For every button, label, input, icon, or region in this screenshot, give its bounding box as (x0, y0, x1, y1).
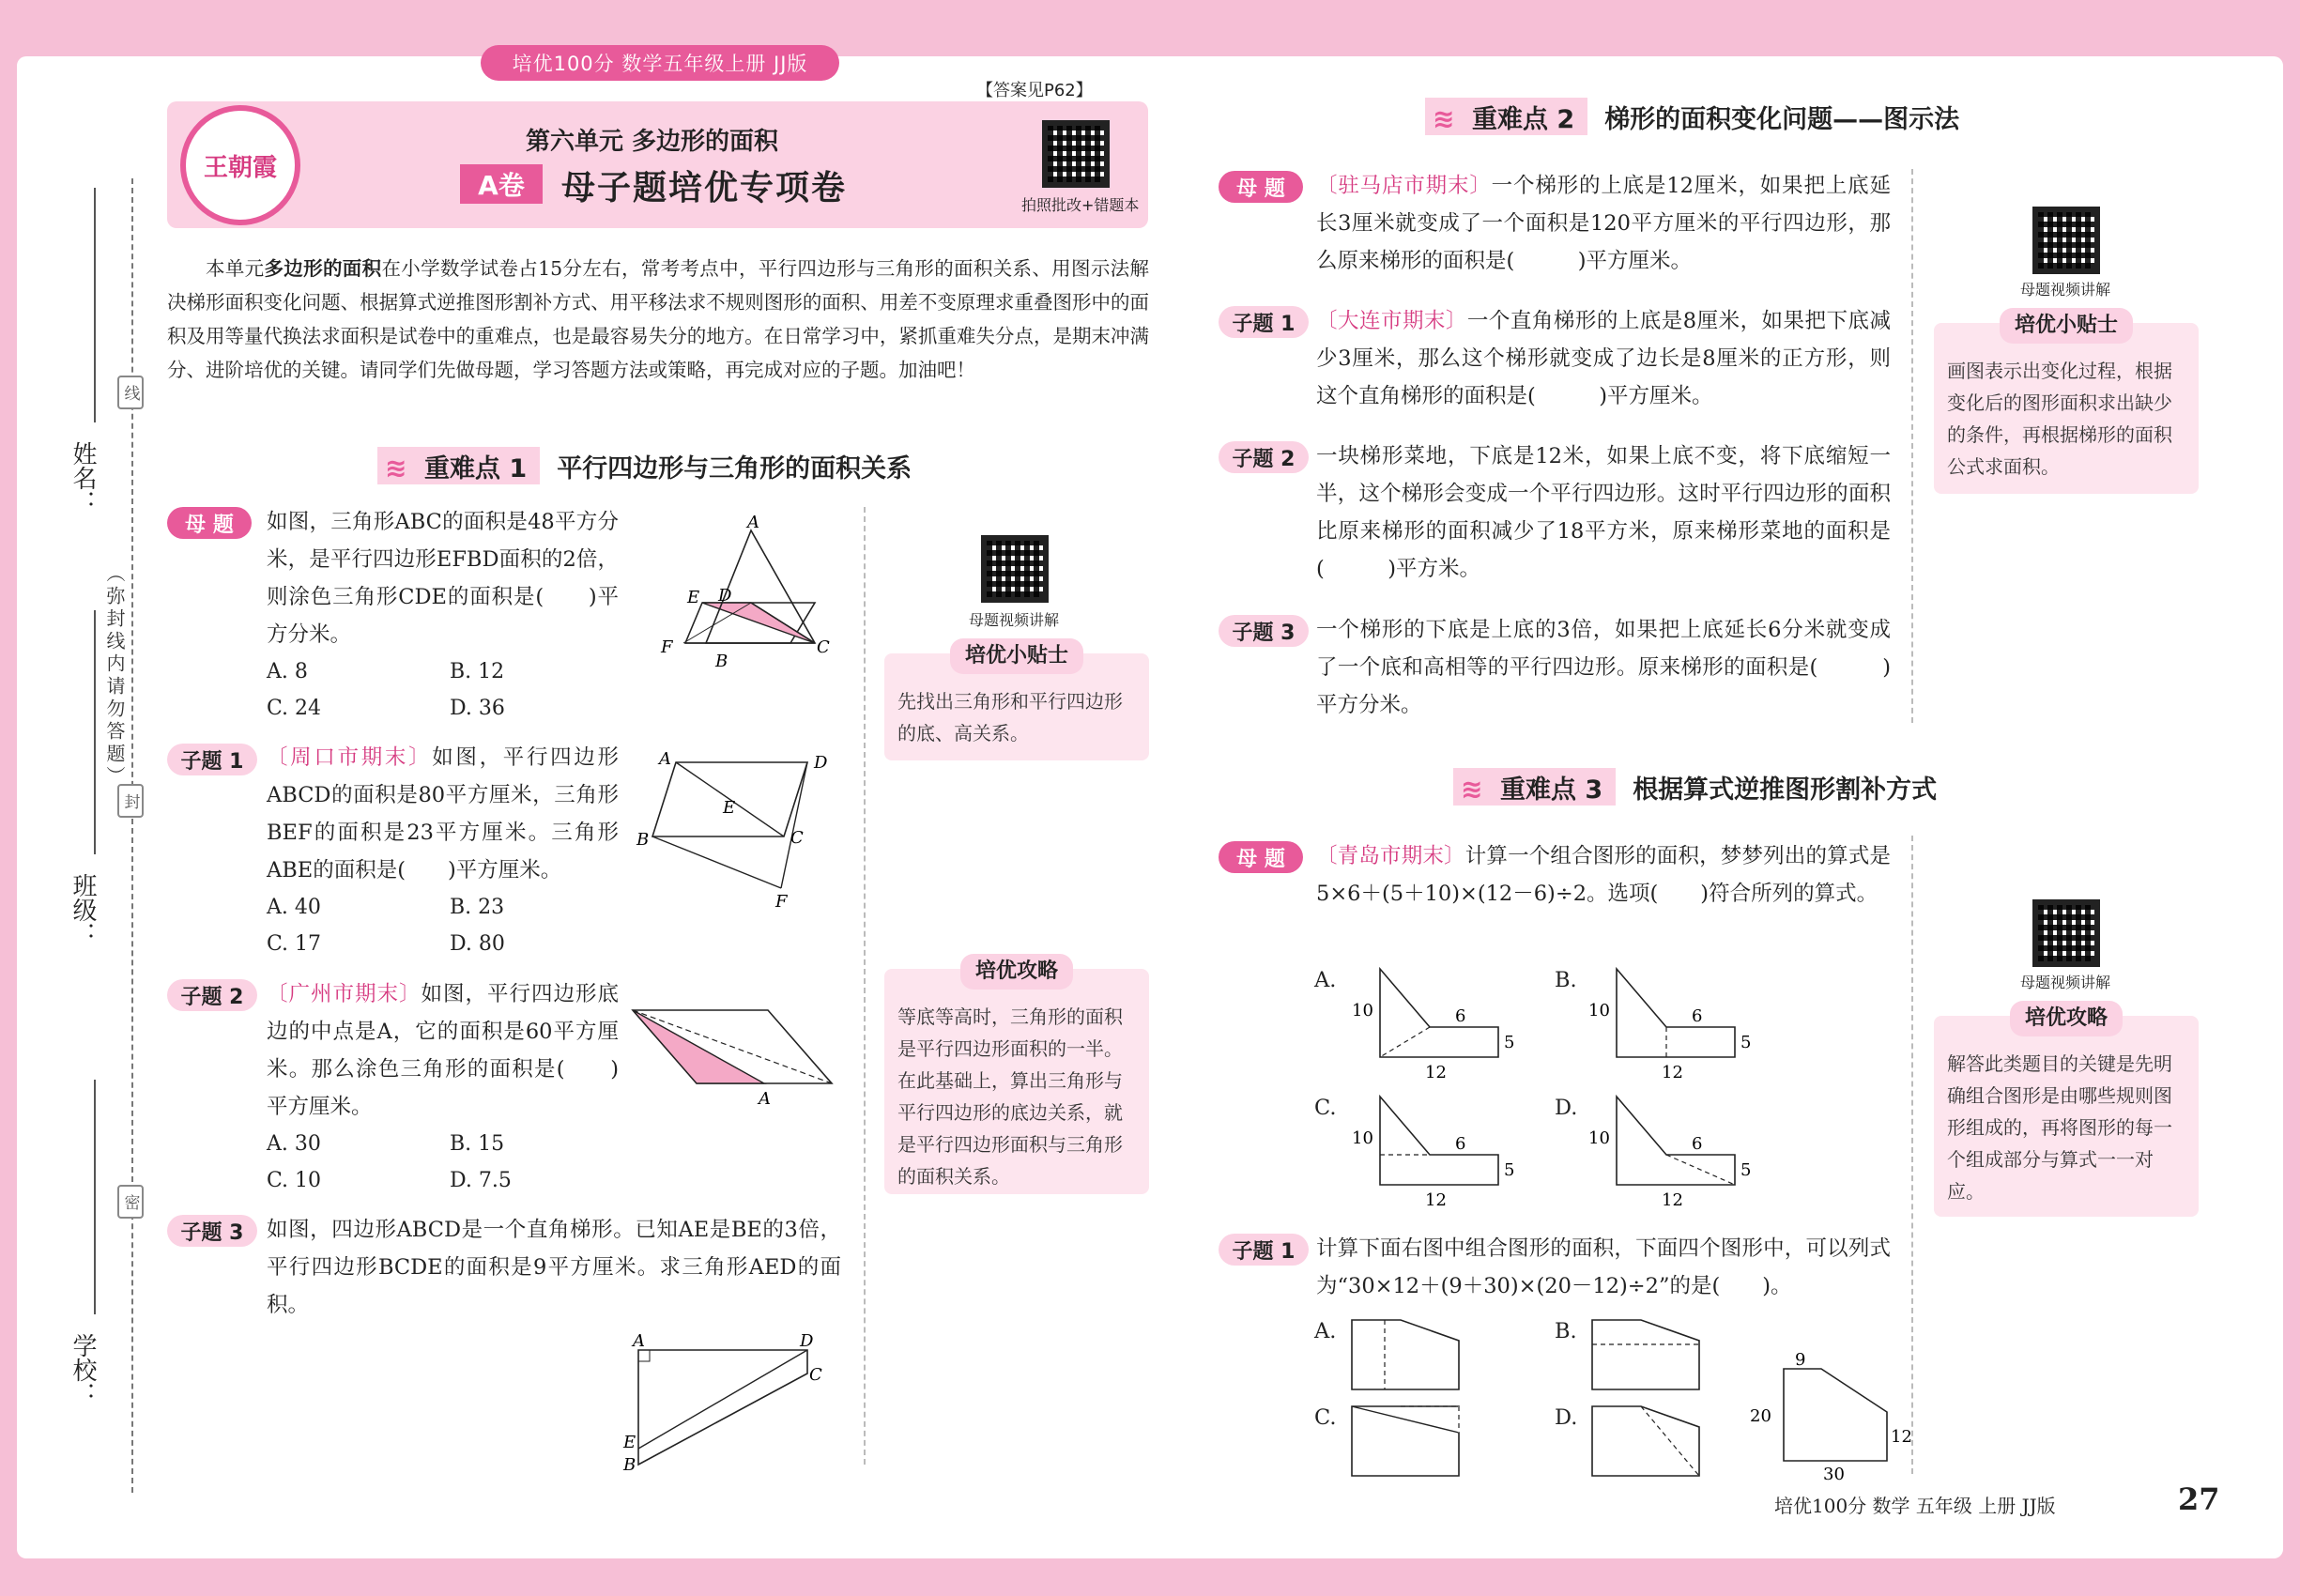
tip-body: 等底等高时，三角形的面积是平行四边形面积的一半。在此基础上，算出三角形与平行四边形的底边关系，就是平行四边形面积与三角形的面积关系。 (897, 1005, 1123, 1188)
svg-text:E: E (623, 1433, 636, 1452)
section-1-title: 平行四边形与三角形的面积关系 (557, 453, 912, 483)
option-label[interactable]: D. (1555, 1405, 1578, 1430)
s3-child1-text: 计算下面右图中组合图形的面积，下面四个图形中，可以列式为“30×12＋(9＋30)×(20－12)÷2”的是( )。 (1316, 1236, 1891, 1298)
section-2-heading (1425, 98, 1959, 135)
svg-text:E: E (723, 798, 736, 818)
svg-text:A: A (659, 749, 671, 769)
option[interactable]: A. 30 (267, 1132, 321, 1156)
qr-code-icon[interactable] (2032, 207, 2100, 274)
option[interactable]: D. 7.5 (450, 1169, 512, 1192)
s1-child1-text: 〔周口市期末〕如图，平行四边形ABCD的面积是80平方厘米，三角形BEF的面积是23平方厘米。三角形ABE的面积是( )平方厘米。 (267, 745, 619, 882)
mother-tag: 母 题 (1219, 171, 1303, 203)
svg-text:12: 12 (1425, 1063, 1447, 1082)
child-2-tag: 子题 2 (1219, 441, 1309, 473)
option[interactable]: C. 24 (267, 697, 322, 720)
footer-series: 培优100分 数学 五年级 上册 JJ版 (1774, 1495, 2056, 1517)
svg-text:10: 10 (1352, 1128, 1373, 1148)
svg-text:D: D (814, 753, 828, 773)
mother-tag: 母 题 (1219, 841, 1303, 873)
option[interactable]: A. 40 (267, 896, 321, 919)
qr-caption: 拍照批改+错题本 (1021, 196, 1140, 214)
name-label: 姓名： (69, 441, 97, 514)
tip-title: 培优攻略 (2010, 1001, 2123, 1036)
child-3-tag: 子题 3 (1219, 615, 1309, 647)
page-number: 27 (2178, 1481, 2220, 1517)
svg-text:12: 12 (1662, 1190, 1683, 1210)
child-3-tag: 子题 3 (167, 1215, 257, 1247)
s1-child2-options (267, 1126, 633, 1199)
option[interactable]: D. 36 (450, 697, 505, 720)
s1-child3-figure (620, 1331, 854, 1475)
school-label: 学校： (69, 1333, 97, 1406)
s1-mother-figure (648, 513, 836, 676)
tip-body: 解答此类题目的关键是先明确组合图形是由哪些规则图形组成的，再将图形的每一个组成部分与算式一一对应。 (1947, 1052, 2172, 1203)
section-1-heading (377, 447, 912, 484)
svg-text:5: 5 (1504, 1160, 1515, 1180)
tip-title: 培优小贴士 (950, 638, 1083, 674)
section-1-badge: ≋ 重难点 1 (377, 447, 540, 484)
s2-child2-text: 一块梯形菜地，下底是12米，如果上底不变，将下底缩短一半，这个梯形会变成一个平行四边形。这时平行四边形的面积比原来梯形的面积减少了18平方米，原来梯形菜地的面积是( )平方米。 (1316, 444, 1891, 581)
s1-child1-options (267, 889, 633, 962)
svg-text:F: F (661, 637, 673, 657)
tip-body: 画图表示出变化过程，根据变化后的图形面积求出缺少的条件，再根据梯形的面积公式求面积。 (1947, 360, 2172, 478)
qr-code-icon[interactable] (2032, 899, 2100, 967)
s1-tip-box (884, 644, 1149, 760)
class-label: 班级： (69, 873, 97, 946)
svg-text:20: 20 (1750, 1406, 1771, 1426)
qr-caption: 母题视频讲解 (969, 611, 1060, 629)
s3-strategy-box (1934, 1006, 2199, 1217)
option[interactable]: B. 12 (450, 660, 505, 683)
section-3-badge: ≋ 重难点 3 (1453, 768, 1616, 806)
svg-text:6: 6 (1455, 1006, 1466, 1026)
option-label[interactable]: C. (1314, 1096, 1337, 1120)
s3-child1-figure-b (1583, 1311, 1705, 1395)
svg-text:D: D (800, 1331, 814, 1351)
mark-line: 线 (117, 376, 144, 409)
name-blank (94, 188, 96, 422)
wave-icon: ≋ (1461, 774, 1483, 805)
s1-child1-figure (629, 747, 845, 912)
wave-icon: ≋ (1433, 103, 1455, 134)
svg-text:6: 6 (1455, 1134, 1466, 1154)
svg-text:E: E (687, 588, 700, 607)
option-label[interactable]: A. (1314, 1319, 1337, 1343)
section-2-badge: ≋ 重难点 2 (1425, 98, 1587, 135)
child-1-tag: 子题 1 (1219, 306, 1309, 338)
s3-mother-figure-a (1331, 959, 1519, 1082)
svg-text:12: 12 (1662, 1063, 1683, 1082)
juan-badge: A卷 (460, 164, 543, 204)
svg-text:B: B (715, 652, 728, 671)
svg-text:B: B (636, 830, 650, 850)
option-label[interactable]: B. (1555, 968, 1577, 992)
intro-paragraph: 本单元多边形的面积在小学数学试卷占15分左右，常考考点中，平行四边形与三角形的面积关系、用图示法解决梯形面积变化问题、根据算式逆推图形割补方式、用平移法求不规则图形的面积、用差不变原理求重叠图形中的面积及用等量代换法求面积是试卷中的重难点，也是最容易失分的地方。在日常学习中，紧抓重难失分点，是期末冲满分、进阶培优的关键。请同学们先做母题，学习答题方法或策略，再完成对应的子题。加油吧！ (167, 257, 1149, 381)
s3-child1-reference-figure (1746, 1350, 1912, 1484)
s2-tip-box (1934, 314, 2199, 494)
svg-text:A: A (747, 513, 759, 532)
svg-text:10: 10 (1588, 1001, 1610, 1021)
qr-caption: 母题视频讲解 (2020, 281, 2111, 299)
s2-mother-text: 〔驻马店市期末〕一个梯形的上底是12厘米，如果把上底延长3厘米就变成了一个面积是120平方厘米的平行四边形，那么原来梯形的面积是( )平方厘米。 (1316, 174, 1891, 273)
section-2-title: 梯形的面积变化问题——图示法 (1604, 104, 1960, 134)
svg-text:C: C (809, 1365, 822, 1385)
section-1-divider (864, 507, 866, 1465)
unit-title: 第六单元 多边形的面积 (526, 128, 779, 156)
s1-mother-text: 如图，三角形ABC的面积是48平方分米，是平行四边形EFBD面积的2倍，则涂色三角形CDE的面积是( )平方分米。 (267, 510, 619, 647)
svg-text:30: 30 (1823, 1465, 1845, 1484)
option[interactable]: B. 23 (450, 896, 505, 919)
s3-mother-text: 〔青岛市期末〕计算一个组合图形的面积，梦梦列出的算式是5×6＋(5＋10)×(12－6)÷2。选项( )符合所列的算式。 (1316, 844, 1891, 906)
svg-text:C: C (790, 828, 804, 848)
option-label[interactable]: A. (1314, 968, 1337, 992)
svg-text:10: 10 (1352, 1001, 1373, 1021)
s2-child3-text: 一个梯形的下底是上底的3倍，如果把上底延长6分米就变成了一个底和高相等的平行四边形。原来梯形的面积是( )平方分米。 (1316, 618, 1891, 717)
s1-child3-text: 如图，四边形ABCD是一个直角梯形。已知AE是BE的3倍，平行四边形BCDE的面积是9平方厘米。求三角形AED的面积。 (267, 1218, 841, 1317)
section-3-heading (1453, 768, 1937, 806)
section-2-divider (1911, 169, 1913, 723)
wave-icon: ≋ (385, 453, 407, 483)
svg-text:12: 12 (1425, 1190, 1447, 1210)
option[interactable]: C. 10 (267, 1169, 322, 1192)
option-label[interactable]: B. (1555, 1319, 1577, 1343)
section-3-title: 根据算式逆推图形割补方式 (1633, 775, 1938, 805)
option[interactable]: A. 8 (267, 660, 308, 683)
svg-text:9: 9 (1795, 1350, 1806, 1370)
qr-caption: 母题视频讲解 (2020, 974, 2111, 991)
svg-text:5: 5 (1740, 1033, 1752, 1052)
tip-title: 培优小贴士 (2000, 308, 2133, 344)
school-blank (94, 1080, 96, 1314)
s3-mother-figure-c (1331, 1087, 1519, 1209)
svg-text:F: F (775, 892, 788, 912)
answer-reference: 【答案见P62】 (976, 81, 1093, 100)
mark-dense: 密 (117, 1185, 144, 1219)
s3-mother-figure-b (1568, 959, 1756, 1082)
brand-logo: 王朝霞 (180, 105, 300, 225)
svg-text:D: D (718, 586, 732, 606)
s3-child1-figure-a (1342, 1311, 1464, 1395)
s3-mother-figure-d (1568, 1087, 1756, 1209)
svg-text:B: B (623, 1455, 636, 1475)
s1-child2-text: 〔广州市期末〕如图，平行四边形底边的中点是A，它的面积是60平方厘米。那么涂色三角形的面积是( )平方厘米。 (267, 982, 619, 1119)
option-label[interactable]: C. (1314, 1405, 1337, 1430)
option[interactable]: C. 17 (267, 932, 322, 956)
section-3-divider (1911, 836, 1913, 1474)
svg-text:6: 6 (1692, 1006, 1703, 1026)
s1-mother-options (267, 653, 633, 727)
s1-strategy-box (884, 959, 1149, 1194)
mark-seal: 封 (117, 784, 144, 818)
child-1-tag: 子题 1 (1219, 1234, 1309, 1266)
qr-code-icon[interactable] (1042, 120, 1110, 188)
option[interactable]: B. 15 (450, 1132, 505, 1156)
option[interactable]: D. 80 (450, 932, 505, 956)
s2-child1-text: 〔大连市期末〕一个直角梯形的上底是8厘米，如果把下底减少3厘米，那么这个梯形就变成了边长是8厘米的正方形，则这个直角梯形的面积是( )平方厘米。 (1316, 309, 1891, 408)
child-2-tag: 子题 2 (167, 979, 257, 1011)
tip-title: 培优攻略 (960, 954, 1073, 990)
s1-child2-figure (627, 1001, 843, 1113)
svg-text:5: 5 (1740, 1160, 1752, 1180)
svg-text:A: A (633, 1331, 645, 1351)
svg-text:A: A (759, 1089, 771, 1109)
svg-text:12: 12 (1891, 1427, 1912, 1447)
svg-text:C: C (817, 637, 830, 657)
s3-child1-figure-d (1583, 1397, 1705, 1481)
seal-note: （弥封线内请勿答题） (103, 563, 126, 789)
class-blank (94, 610, 96, 854)
s3-child1-figure-c (1342, 1397, 1464, 1481)
svg-text:6: 6 (1692, 1134, 1703, 1154)
child-1-tag: 子题 1 (167, 744, 257, 775)
top-series-bar: 培优100分 数学五年级上册 JJ版 (481, 45, 839, 81)
juan-title: 母子题培优专项卷 (561, 169, 848, 207)
svg-text:10: 10 (1588, 1128, 1610, 1148)
qr-code-icon[interactable] (981, 535, 1049, 603)
svg-text:5: 5 (1504, 1033, 1515, 1052)
mother-tag: 母 题 (167, 507, 252, 539)
tip-body: 先找出三角形和平行四边形的底、高关系。 (897, 690, 1123, 744)
option-label[interactable]: D. (1555, 1096, 1578, 1120)
